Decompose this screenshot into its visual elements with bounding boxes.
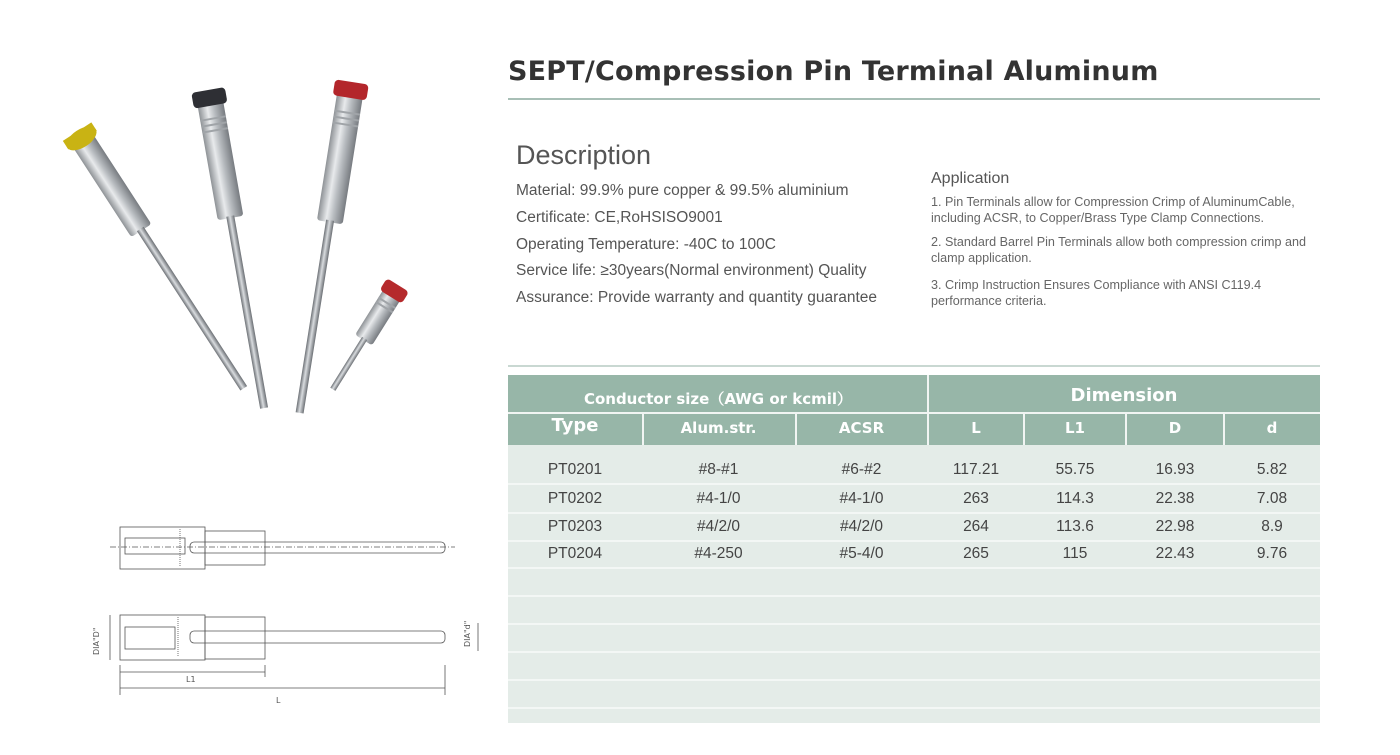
header-divider bbox=[1023, 412, 1025, 445]
cell-l: 263 bbox=[963, 490, 989, 507]
cell-l: 117.21 bbox=[952, 461, 1000, 478]
cell-acsr: #4-1/0 bbox=[839, 490, 884, 507]
cell-l1: 115 bbox=[1062, 545, 1088, 562]
table-row bbox=[508, 513, 1320, 542]
cell-alum-str: #4-1/0 bbox=[696, 490, 741, 507]
application-heading: Application bbox=[931, 170, 1010, 187]
table-row bbox=[508, 456, 1320, 485]
header-divider bbox=[1223, 412, 1225, 445]
cell-d-upper: 16.93 bbox=[1155, 461, 1195, 478]
cell-l: 264 bbox=[963, 518, 989, 535]
table-row-empty bbox=[508, 568, 1320, 597]
table-header bbox=[508, 375, 1320, 445]
col-header-d-upper: D bbox=[1168, 419, 1182, 437]
header-divider bbox=[927, 375, 929, 445]
section-divider bbox=[508, 365, 1320, 367]
dimension-group-header: Dimension bbox=[1070, 385, 1178, 406]
table-row-empty bbox=[508, 652, 1320, 681]
description-line: Service life: ≥30years(Normal environment) Quality bbox=[516, 262, 867, 280]
table-row bbox=[508, 540, 1320, 569]
col-header-l1: L1 bbox=[1065, 419, 1085, 437]
col-header-acsr: ACSR bbox=[838, 419, 885, 437]
cell-d-lower: 8.9 bbox=[1261, 518, 1283, 535]
cell-l1: 55.75 bbox=[1055, 461, 1095, 478]
conductor-size-group-header: Conductor size（AWG or kcmil） bbox=[583, 390, 853, 408]
description-line: Operating Temperature: -40C to 100C bbox=[516, 235, 776, 253]
dia-D-label: DIA"D" bbox=[92, 627, 101, 655]
description-list bbox=[516, 181, 877, 315]
product-photo bbox=[40, 60, 470, 430]
title-divider bbox=[508, 98, 1320, 100]
cell-type: PT0202 bbox=[547, 490, 603, 507]
description-line: Material: 99.9% pure copper & 99.5% aluminium bbox=[516, 182, 849, 199]
l-label: L bbox=[276, 696, 281, 705]
cell-type: PT0201 bbox=[547, 461, 603, 478]
cell-d-upper: 22.98 bbox=[1155, 518, 1195, 535]
cell-d-upper: 22.38 bbox=[1155, 490, 1195, 507]
description-line: Certificate: CE,RoHSISO9001 bbox=[516, 208, 723, 226]
table-row-empty bbox=[508, 624, 1320, 653]
terminal-black bbox=[191, 87, 281, 411]
technical-drawing bbox=[80, 505, 500, 720]
col-header-alum-str: Alum.str. bbox=[680, 419, 757, 437]
page-title: SEPT/Compression Pin Terminal Aluminum bbox=[508, 56, 1159, 87]
table-row-empty bbox=[508, 680, 1320, 709]
cell-l1: 113.6 bbox=[1056, 518, 1094, 535]
application-item: 3. Crimp Instruction Ensures Compliance with ANSI C119.4 performance criteria. bbox=[931, 278, 1262, 308]
col-header-d-lower: d bbox=[1266, 419, 1278, 437]
cell-l: 265 bbox=[963, 545, 989, 562]
cell-alum-str: #8-#1 bbox=[698, 461, 739, 478]
l1-label: L1 bbox=[186, 675, 196, 684]
cell-type: PT0203 bbox=[547, 518, 603, 535]
header-divider bbox=[642, 412, 644, 445]
col-header-l: L bbox=[971, 419, 981, 437]
cell-alum-str: #4/2/0 bbox=[696, 518, 741, 535]
cell-acsr: #6-#2 bbox=[841, 461, 882, 478]
cell-l1: 114.3 bbox=[1056, 490, 1094, 507]
cell-d-upper: 22.43 bbox=[1155, 545, 1195, 562]
terminal-small-red bbox=[322, 278, 409, 396]
cell-d-lower: 5.82 bbox=[1256, 461, 1288, 478]
cell-acsr: #5-4/0 bbox=[839, 545, 884, 562]
cell-d-lower: 9.76 bbox=[1256, 545, 1288, 562]
header-divider bbox=[1125, 412, 1127, 445]
terminal-red bbox=[283, 79, 369, 415]
header-divider bbox=[795, 412, 797, 445]
header-divider bbox=[508, 412, 1320, 414]
dia-d-label: DIA"d" bbox=[463, 620, 472, 647]
cell-alum-str: #4-250 bbox=[694, 545, 743, 562]
cell-type: PT0204 bbox=[547, 545, 603, 562]
cell-acsr: #4/2/0 bbox=[839, 518, 884, 535]
spec-table bbox=[508, 375, 1320, 723]
col-header-type: Type bbox=[551, 415, 599, 436]
table-row bbox=[508, 485, 1320, 514]
description-heading: Description bbox=[516, 140, 652, 170]
table-row-empty bbox=[508, 596, 1320, 625]
cell-d-lower: 7.08 bbox=[1256, 490, 1288, 507]
application-item: 1. Pin Terminals allow for Compression Crimp of AluminumCable, including ACSR, to Copper/Brass Type Clamp Connections. bbox=[931, 195, 1295, 225]
description-line: Assurance: Provide warranty and quantity guarantee bbox=[516, 289, 878, 307]
application-item: 2. Standard Barrel Pin Terminals allow both compression crimp and clamp application. bbox=[931, 235, 1306, 265]
